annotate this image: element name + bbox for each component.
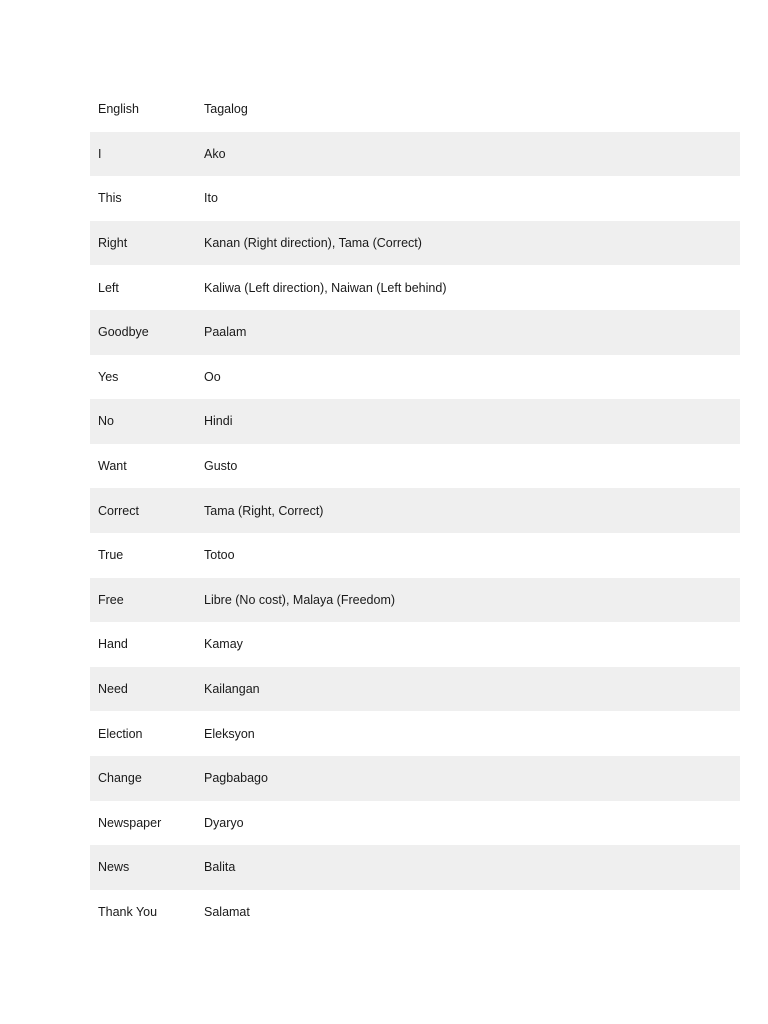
english-word-cell: Newspaper xyxy=(98,815,162,830)
english-word-cell: Right xyxy=(90,221,196,266)
table-row xyxy=(90,132,740,177)
table-row xyxy=(90,533,740,578)
tagalog-word-cell: Balita xyxy=(196,845,740,890)
tagalog-word-cell: Eleksyon xyxy=(204,726,255,741)
vocabulary-table-body xyxy=(90,87,740,934)
english-word-cell: News xyxy=(90,845,196,890)
english-word-cell: This xyxy=(98,191,122,206)
table-row xyxy=(90,890,740,935)
table-row xyxy=(90,176,740,221)
table-row xyxy=(90,488,740,533)
tagalog-word-cell: Totoo xyxy=(204,548,235,563)
table-row xyxy=(90,756,740,801)
tagalog-word-cell: Kailangan xyxy=(196,667,740,712)
tagalog-word-cell: Dyaryo xyxy=(204,815,244,830)
english-word-cell: I xyxy=(90,132,196,177)
table-row xyxy=(90,221,740,266)
tagalog-word-cell: Tama (Right, Correct) xyxy=(196,488,740,533)
english-word-cell: Election xyxy=(98,726,143,741)
tagalog-word-cell: Ako xyxy=(196,132,740,177)
table-row xyxy=(90,444,740,489)
table-row xyxy=(90,711,740,756)
header-english: English xyxy=(98,102,139,117)
tagalog-word-cell: Paalam xyxy=(196,310,740,355)
english-word-cell: Correct xyxy=(90,488,196,533)
tagalog-word-cell: Libre (No cost), Malaya (Freedom) xyxy=(196,578,740,623)
tagalog-word-cell: Gusto xyxy=(204,459,238,474)
table-row xyxy=(90,667,740,712)
english-word-cell: Thank You xyxy=(98,904,158,919)
table-row xyxy=(90,355,740,400)
tagalog-word-cell: Kanan (Right direction), Tama (Correct) xyxy=(196,221,740,266)
table-row xyxy=(90,310,740,355)
tagalog-word-cell: Kaliwa (Left direction), Naiwan (Left behind) xyxy=(204,280,447,295)
tagalog-word-cell: Oo xyxy=(204,369,221,384)
english-word-cell: True xyxy=(98,548,124,563)
tagalog-word-cell: Hindi xyxy=(196,399,740,444)
english-word-cell: Yes xyxy=(98,369,119,384)
english-word-cell: Change xyxy=(90,756,196,801)
table-row xyxy=(90,265,740,310)
tagalog-word-cell: Pagbabago xyxy=(196,756,740,801)
header-tagalog: Tagalog xyxy=(204,102,248,117)
table-row xyxy=(90,578,740,623)
english-word-cell: No xyxy=(90,399,196,444)
tagalog-word-cell: Salamat xyxy=(204,904,250,919)
vocabulary-table xyxy=(90,87,740,934)
english-word-cell: Need xyxy=(90,667,196,712)
table-row xyxy=(90,801,740,846)
table-header-row xyxy=(90,87,740,132)
table-row xyxy=(90,845,740,890)
tagalog-word-cell: Kamay xyxy=(204,637,243,652)
english-word-cell: Free xyxy=(90,578,196,623)
english-word-cell: Hand xyxy=(98,637,128,652)
table-row xyxy=(90,622,740,667)
tagalog-word-cell: Ito xyxy=(204,191,218,206)
english-word-cell: Want xyxy=(98,459,127,474)
english-word-cell: Left xyxy=(98,280,119,295)
table-row xyxy=(90,399,740,444)
english-word-cell: Goodbye xyxy=(90,310,196,355)
